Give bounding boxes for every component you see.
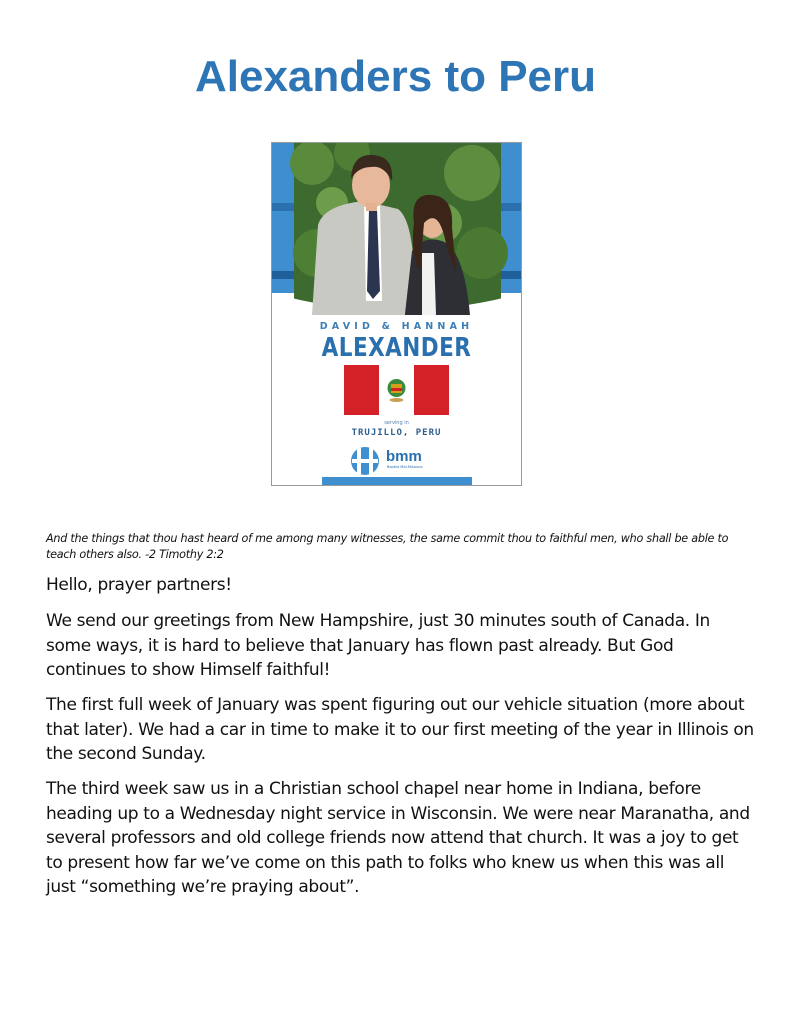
bmm-logo-text: bmm — [386, 448, 422, 465]
bmm-logo-icon — [351, 447, 379, 475]
page-title: Alexanders to Peru — [194, 52, 597, 101]
card-side-bar-right — [501, 143, 522, 293]
card-serving-label: serving in — [384, 420, 409, 426]
prayer-card-image — [271, 142, 522, 486]
card-city: TRUJILLO, PERU — [351, 428, 442, 438]
paragraph-new-hampshire: We send our greetings from New Hampshire, just 30 minutes south of Canada. In some ways, it is hard to believe that January has flown past already. But God continues to show Himself faithful! — [46, 611, 710, 680]
paragraph-vehicle: The first full week of January was spent figuring out our vehicle situation (more about that later). We had a car in time to make it to our first meeting of the year in Illinois on the second Sunday. — [46, 695, 754, 764]
card-surname: ALEXANDER — [321, 333, 472, 363]
greeting: Hello, prayer partners! — [46, 575, 232, 595]
bmm-logo-subtext: Baptist Mid-Missions — [387, 465, 423, 469]
peru-flag — [344, 365, 449, 415]
scripture-verse: And the things that thou hast heard of me among many witnesses, the same commit thou to faithful men, who shall be able to teach others also. -2 Timothy 2:2 — [46, 532, 729, 561]
card-bottom-bar — [322, 477, 472, 486]
card-first-names: DAVID & HANNAH — [319, 321, 474, 332]
paragraph-third-week: The third week saw us in a Christian school chapel near home in Indiana, before heading up to a Wednesday night service in Wisconsin. We were near Maranatha, and several professors and old college friends now attend that church. It was a joy to get to present how far we’ve come on this path to folks who knew us when this was all just “something we’re praying about”. — [46, 779, 750, 897]
